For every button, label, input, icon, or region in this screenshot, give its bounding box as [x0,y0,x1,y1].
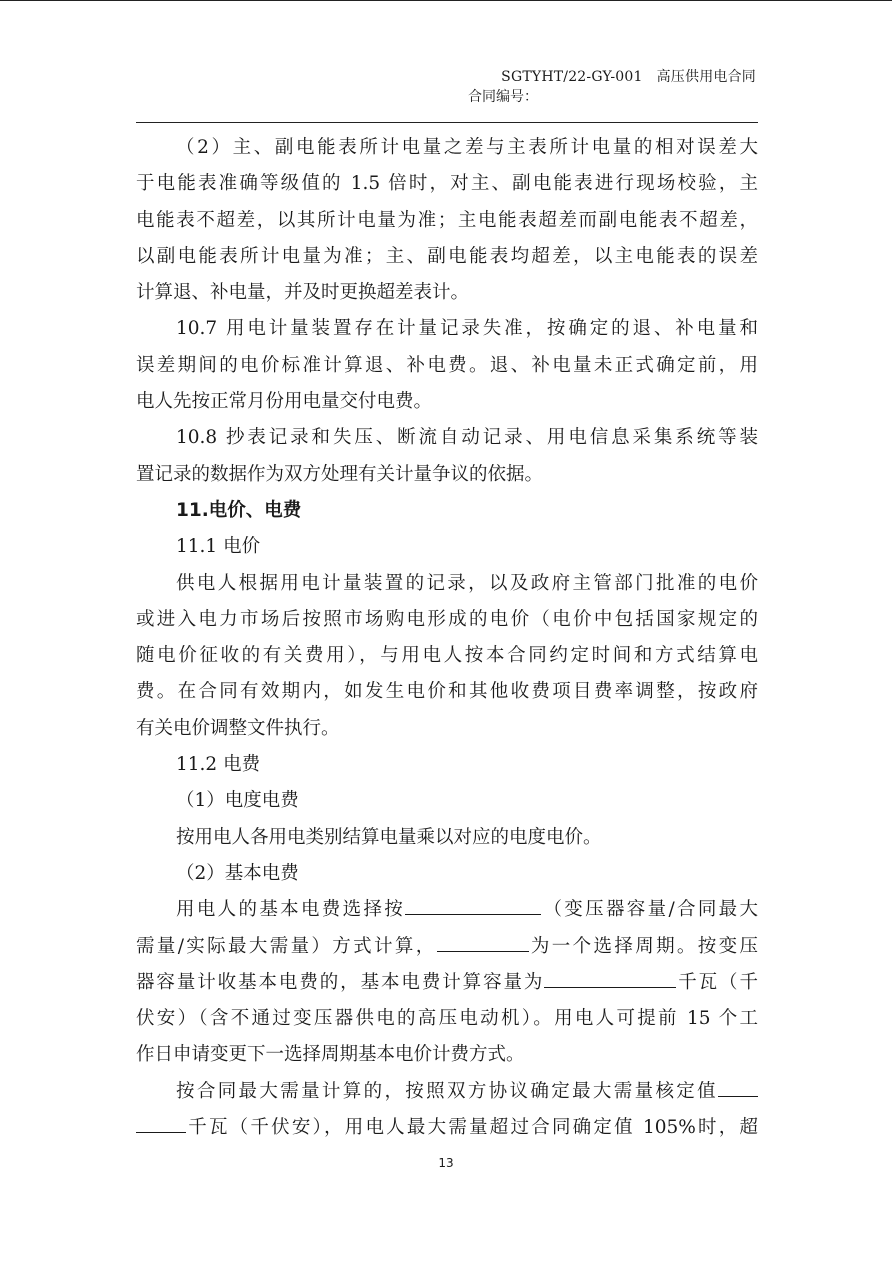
para-line: 需量/实际最大需量）方式计算， 为一个选择周期。按变压 [136,929,758,965]
para-line: 用电人的基本电费选择按 （变压器容量/合同最大 [136,892,758,928]
para-line: 按合同最大需量计算的，按照双方协议确定最大需量核定值 [136,1074,758,1110]
item-1-title: （1）电度电费 [176,790,299,812]
doc-code: SGTYHT/22-GY-001 [501,69,643,85]
para-line: 作日申请变更下一选择周期基本电价计费方式。 [136,1044,525,1066]
header-rule [136,122,758,123]
top-border-line [0,0,892,1]
page-body [136,130,758,1146]
para-line: 电能表不超差，以其所计电量为准；主电能表超差而副电能表不超差， [136,209,758,231]
para-line: 10.7 用电计量装置存在计量记录失准，按确定的退、补电量和 [176,318,758,340]
para-line: 以副电能表所计电量为准；主、副电能表均超差，以主电能表的误差 [136,245,758,267]
para-line: 于电能表准确等级值的 1.5 倍时，对主、副电能表进行现场校验，主 [136,173,758,195]
para-line: 器容量计收基本电费的，基本电费计算容量为 千瓦（千 [136,965,758,1001]
header-doc-line [501,66,756,86]
doc-title: 高压供用电合同 [656,69,756,85]
para-line: 误差期间的电价标准计算退、补电费。退、补电量未正式确定前，用 [136,354,758,376]
para-line: 费。在合同有效期内，如发生电价和其他收费项目费率调整，按政府 [136,681,758,703]
basis-blank[interactable] [405,894,541,915]
para-line: 10.8 抄表记录和失压、断流自动记录、用电信息采集系统等装 [176,427,758,449]
para-line: 或进入电力市场后按照市场购电形成的电价（电价中包括国家规定的 [136,608,758,630]
para-line: 电人先按正常月份用电量交付电费。 [136,391,433,413]
para-line: 计算退、补电量，并及时更换超差表计。 [136,282,470,304]
para-line: 有关电价调整文件执行。 [136,717,340,739]
subheading-11-1: 11.1 电价 [176,536,261,558]
para-line: 千瓦（千伏安），用电人最大需量超过合同确定值 105%时，超 [136,1110,758,1146]
contract-no-label: 合同编号： [468,89,538,105]
page-number: 13 [438,1156,454,1170]
para-line: 供电人根据用电计量装置的记录，以及政府主管部门批准的电价 [176,572,758,594]
max-demand-blank-b[interactable] [136,1112,186,1133]
para-line: 随电价征收的有关费用），与用电人按本合同约定时间和方式结算电 [136,645,758,667]
para-line: 伏安）（含不通过变压器供电的高压电动机）。用电人可提前 15 个工 [136,1008,758,1030]
section-heading-11: 11.电价、电费 [176,499,302,521]
max-demand-blank-a[interactable] [718,1076,758,1097]
para-line: （2）主、副电能表所计电量之差与主表所计电量的相对误差大 [176,137,758,158]
item-2-title: （2）基本电费 [176,862,299,884]
capacity-blank[interactable] [544,967,676,988]
para-line: 置记录的数据作为双方处理有关计量争议的依据。 [136,463,544,485]
subheading-11-2: 11.2 电费 [176,754,261,776]
period-blank[interactable] [437,931,529,952]
item-1-text: 按用电人各用电类别结算电量乘以对应的电度电价。 [176,826,602,848]
